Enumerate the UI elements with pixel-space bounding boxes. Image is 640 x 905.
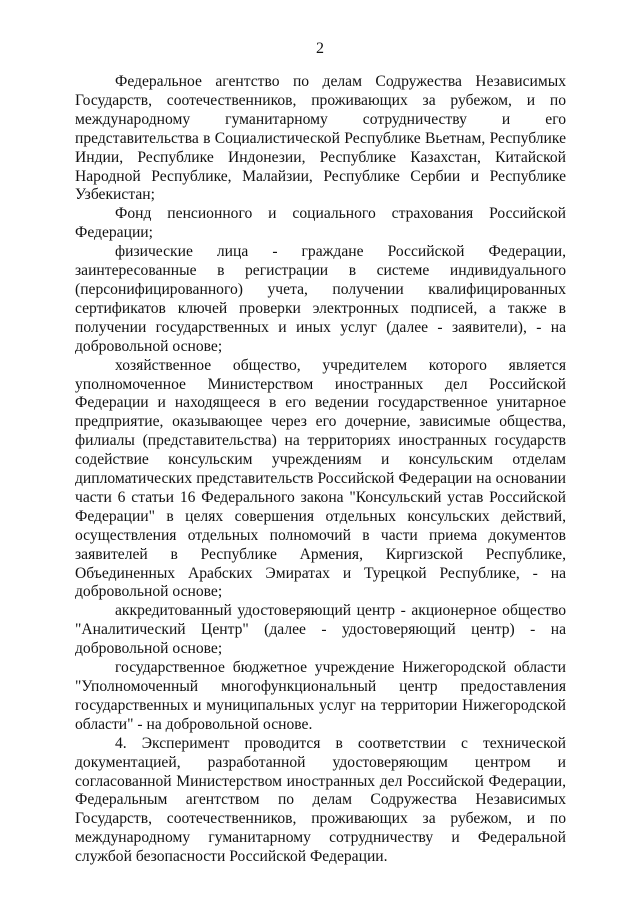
page-number: 2	[316, 40, 324, 57]
paragraph-business-entity: хозяйственное общество, учредителем которого является уполномоченное Министерством иностранных дел Российской Федерации и находящееся в его ведении государственное унитарное предприятие, оказывающее через его дочерние, зависимые общества, филиалы (представительства) на территориях иностранных государств содействие консульским учреждениям и консульским отделам дипломатических представительств Российской Федерации на основании части 6 статьи 16 Федерального закона "Консульский устав Российской Федерации" в целях совершения отдельных консульских действий, осуществления отдельных полномочий в части приема документов заявителей в Республике Армения, Киргизской Республике, Объединенных Арабских Эмиратах и Турецкой Республике, - на добровольной основе;	[75, 356, 566, 601]
document-body	[75, 73, 566, 867]
paragraph-certification-center: аккредитованный удостоверяющий центр - акционерное общество "Аналитический Центр" (далее - удостоверяющий центр) - на добровольной основе;	[75, 602, 566, 658]
paragraph-individuals: физические лица - граждане Российской Федерации, заинтересованные в регистрации в системе индивидуального (персонифицированного) учета, получении квалифицированных сертификатов ключей проверки электронных подписей, а также в получении государственных и иных услуг (далее - заявители), - на добровольной основе;	[75, 243, 566, 355]
paragraph-item-4: 4. Эксперимент проводится в соответствии с технической документацией, разработанной удостоверяющим центром и согласованной Министерством иностранных дел Российской Федерации, Федеральным агентством по делам Содружества Независимых Государств, соотечественников, проживающих за рубежом, и по международному гуманитарному сотрудничеству и Федеральной службой безопасности Российской Федерации.	[75, 734, 566, 866]
paragraph-nizhny-novgorod-mfc: государственное бюджетное учреждение Нижегородской области "Уполномоченный многофункциональный центр предоставления государственных и муниципальных услуг на территории Нижегородской области" - на добровольной основе.	[75, 659, 566, 733]
paragraph-rossotrudnichestvo: Федеральное агентство по делам Содружества Независимых Государств, соотечественников, проживающих за рубежом, и по международному гуманитарному сотрудничеству и его представительства в Социалистической Республике Вьетнам, Республике Индии, Республике Индонезии, Республике Казахстан, Китайской Народной Республике, Малайзии, Республике Сербии и Республике Узбекистан;	[75, 73, 566, 204]
paragraph-pension-fund: Фонд пенсионного и социального страхования Российской Федерации;	[75, 205, 566, 242]
